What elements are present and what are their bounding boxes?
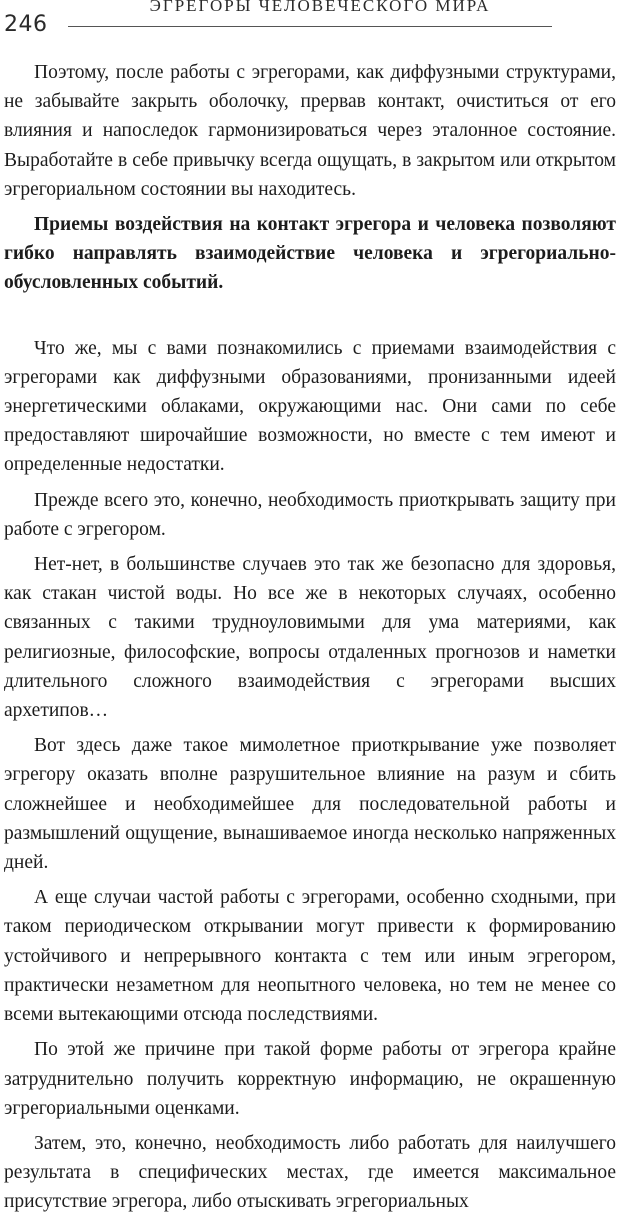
paragraph: Что же, мы с вами познакомились с приемами взаимодействия с эгрегорами как диффузными образованиями, пронизанными идеей энергетическими облаками, окружающими нас. Они сами по себе предоставляют широчайшие возможности, но вместе с тем имеют и определенные недостатки. — [4, 337, 616, 476]
page-number: 246 — [4, 12, 48, 37]
running-head: ЭГРЕГОРЫ ЧЕЛОВЕЧЕСКОГО МИРА — [149, 0, 491, 15]
paragraph: Вот здесь даже такое мимолетное приоткрывание уже позволяет эгрегору оказать вполне разрушительное влияние на разум и сбить сложнейшее и необходимейшее для последовательной работы и размышлений ощущение, вынашиваемое иногда несколько напряженных дней. — [4, 735, 616, 874]
header-rule — [68, 26, 552, 27]
body-text — [4, 58, 616, 1217]
paragraph: По этой же причине при такой форме работы от эгрегора крайне затруднительно получить корректную информацию, не окрашенную эгрегориальными оценками. — [4, 1039, 616, 1119]
paragraph: Нет-нет, в большинстве случаев это так же безопасно для здоровья, как стакан чистой воды. Но все же в некоторых случаях, особенно связанных с такими трудноуловимыми для ума материями, как религиозные, философские, вопросы отдаленных прогнозов и наметки длительного сложного взаимодействия с эгрегорами высших архетипов… — [4, 554, 616, 722]
paragraph: Прежде всего это, конечно, необходимость приоткрывать защиту при работе с эгрегором. — [4, 489, 616, 540]
paragraph: Поэтому, после работы с эгрегорами, как диффузными структурами, не забывайте закрыть оболочку, прервав контакт, очиститься от его влияния и напоследок гармонизироваться через эталонное состояние. Выработайте в себе привычку всегда ощущать, в закрытом или открытом эгрегориальном состоянии вы находитесь. — [4, 62, 616, 200]
page-header — [0, 0, 620, 40]
bold-heading: Приемы воздействия на контакт эгрегора и человека позволяют гибко направлять взаимодействие человека и эгрегориально-обусловленных событий. — [4, 214, 616, 294]
paragraph: А еще случаи частой работы с эгрегорами, особенно сходными, при таком периодическом открывании могут привести к формированию устойчивого и непрерывного контакта с тем или иным эгрегором, практически незаметном для неопытного человека, но тем не менее со всеми вытекающими отсюда последствиями. — [4, 887, 616, 1026]
paragraph: Затем, это, конечно, необходимость либо работать для наилучшего результата в специфических местах, где имеется максимальное присутствие эгрегора, либо отыскивать эгрегориальных — [4, 1132, 616, 1213]
